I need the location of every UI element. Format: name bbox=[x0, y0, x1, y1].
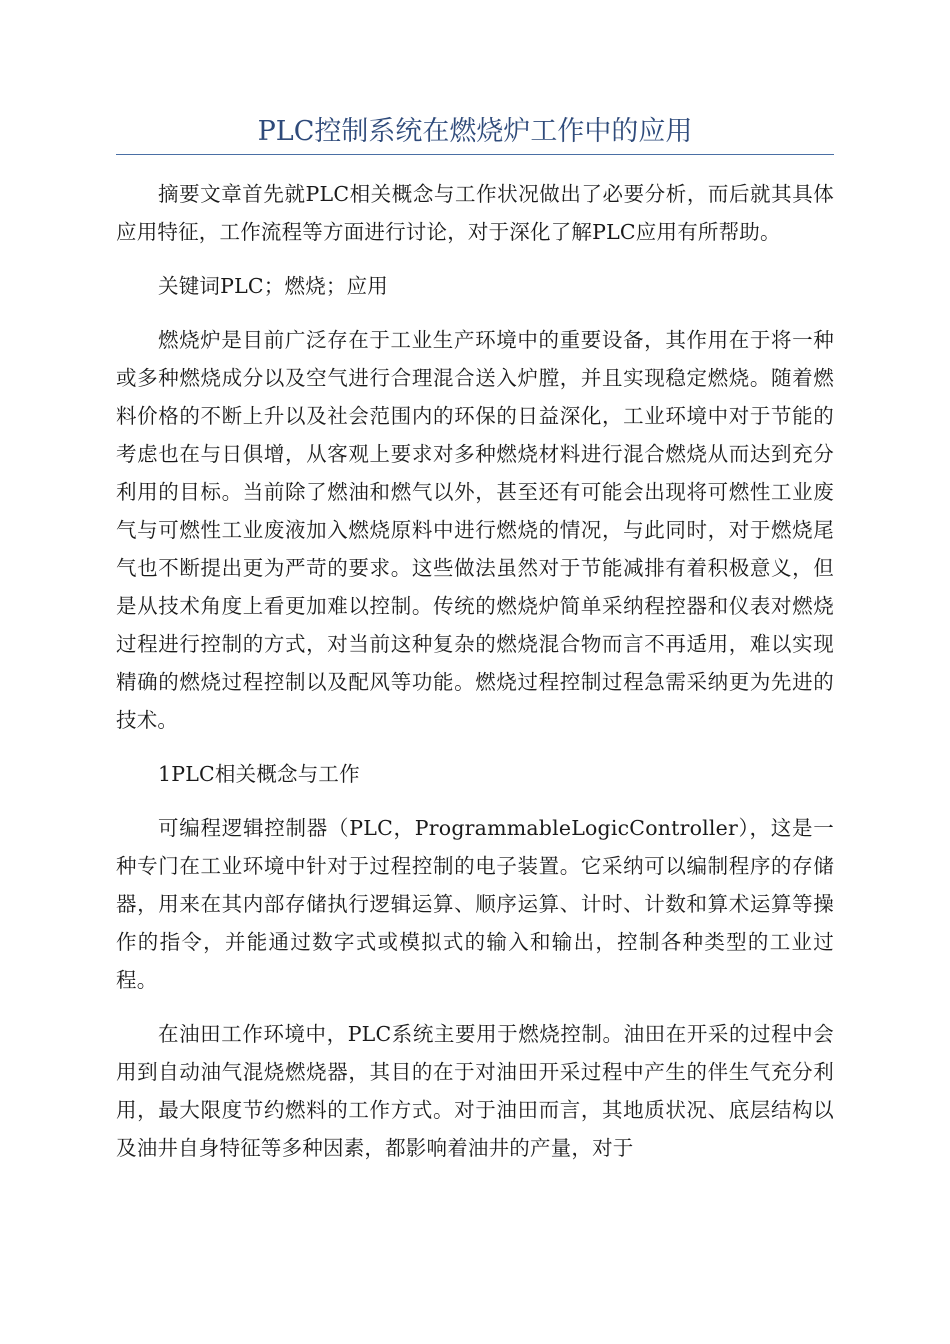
section-heading: 1PLC相关概念与工作 bbox=[158, 762, 360, 786]
title-underline bbox=[116, 154, 834, 155]
oilfield-paragraph: 在油田工作环境中，PLC系统主要用于燃烧控制。油田在开采的过程中会用到自动油气混烧燃烧器，其目的在于对油田开采过程中产生的伴生气充分利用，最大限度节约燃料的工作方式。对于油田而言，其地质状况、底层结构以及油井自身特征等多种因素，都影响着油井的产量，对于 bbox=[116, 1022, 834, 1160]
intro-paragraph: 燃烧炉是目前广泛存在于工业生产环境中的重要设备，其作用在于将一种或多种燃烧成分以及空气进行合理混合送入炉膛，并且实现稳定燃烧。随着燃料价格的不断上升以及社会范围内的环保的日益深化，工业环境中对于节能的考虑也在与日俱增，从客观上要求对多种燃烧材料进行混合燃烧从而达到充分利用的目标。当前除了燃油和燃气以外，甚至还有可能会出现将可燃性工业废气与可燃性工业废液加入燃烧原料中进行燃烧的情况，与此同时，对于燃烧尾气也不断提出更为严苛的要求。这些做法虽然对于节能减排有着积极意义，但是从技术角度上看更加难以控制。传统的燃烧炉简单采纳程控器和仪表对燃烧过程进行控制的方式，对当前这种复杂的燃烧混合物而言不再适用，难以实现精确的燃烧过程控制以及配风等功能。燃烧过程控制过程急需采纳更为先进的技术。 bbox=[116, 328, 834, 732]
plc-definition-paragraph: 可编程逻辑控制器（PLC，ProgrammableLogicController），这是一种专门在工业环境中针对于过程控制的电子装置。它采纳可以编制程序的存储器，用来在其内部存储执行逻辑运算、顺序运算、计时、计数和算术运算等操作的指令，并能通过数字式或模拟式的输入和输出，控制各种类型的工业过程。 bbox=[116, 816, 834, 992]
keywords-paragraph: 关键词PLC；燃烧；应用 bbox=[158, 274, 388, 298]
document-page bbox=[116, 112, 834, 1183]
abstract-paragraph: 摘要文章首先就PLC相关概念与工作状况做出了必要分析，而后就其具体应用特征，工作流程等方面进行讨论，对于深化了解PLC应用有所帮助。 bbox=[116, 182, 834, 244]
document-title: PLC控制系统在燃烧炉工作中的应用 bbox=[257, 116, 693, 147]
